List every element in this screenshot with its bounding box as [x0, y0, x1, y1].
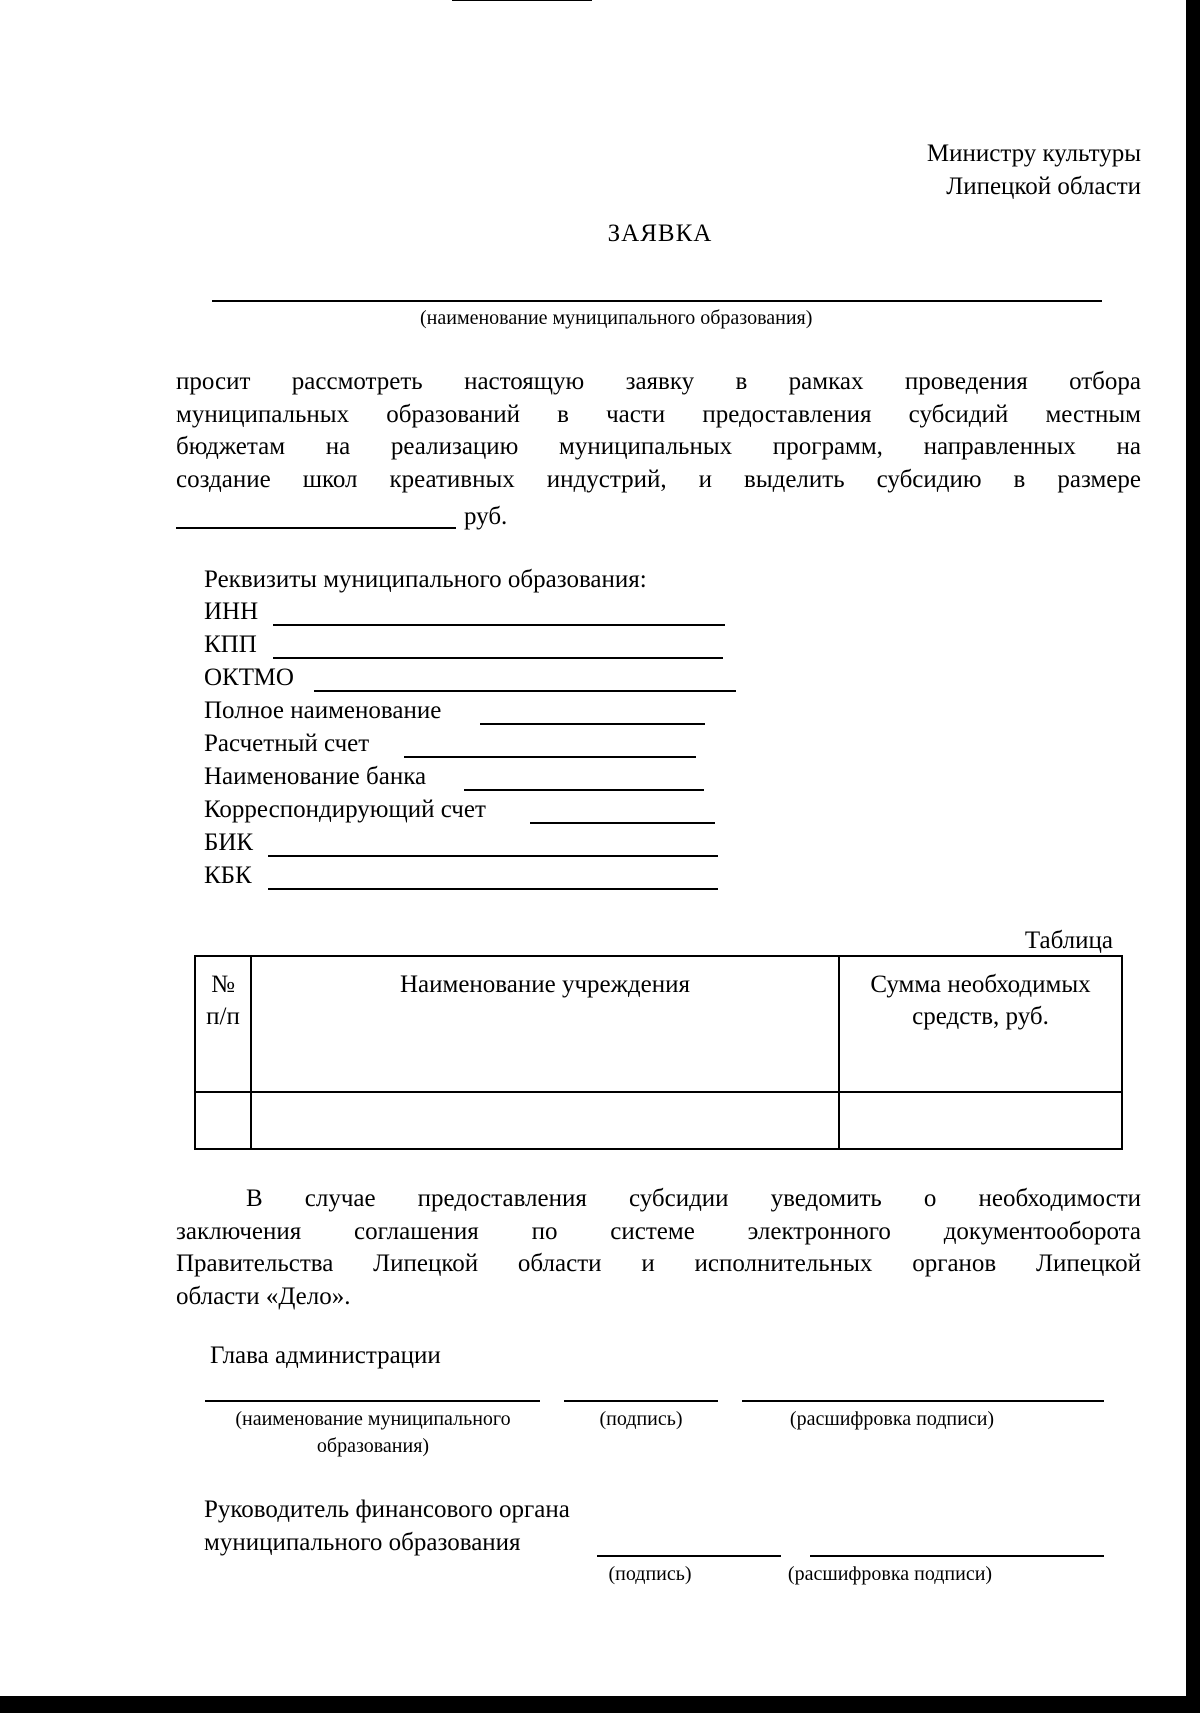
table-header-name-text: Наименование учреждения [399, 971, 690, 998]
request-line: создание школ креативных индустрий, и выделить субсидию в размере [176, 465, 1141, 493]
finance-decoding-caption: (расшифровка подписи) [787, 1563, 993, 1585]
requisite-line-oktmo [314, 690, 736, 692]
top-edge-mark [452, 0, 592, 1]
table-header-row [195, 956, 1122, 1092]
head-municipality-caption [190, 1406, 556, 1460]
head-municipality-caption-line-1: (наименование муниципального [235, 1408, 511, 1430]
request-paragraph [176, 366, 1141, 496]
notice-line: Правительства Липецкой области и исполнительных органов Липецкой [176, 1250, 1141, 1277]
table-cell-name [251, 1092, 839, 1149]
head-municipality-caption-line-2: образования) [316, 1435, 430, 1457]
currency-label: руб. [464, 503, 508, 530]
head-signature-line [564, 1400, 718, 1402]
requisite-label-bik: БИК [204, 829, 254, 856]
request-line: муниципальных образований в части предоставления субсидий местным [176, 400, 1141, 428]
requisite-line-inn [273, 624, 725, 626]
request-line: бюджетам на реализацию муниципальных программ, направленных на [176, 433, 1141, 460]
head-signature-caption: (подпись) [599, 1408, 683, 1430]
addressee-block [927, 137, 1141, 203]
head-municipality-line [205, 1400, 540, 1402]
requisite-label-bank: Наименование банка [204, 763, 427, 790]
notice-paragraph [176, 1183, 1141, 1313]
requisite-line-kpp [273, 657, 723, 659]
requisite-line-bik [268, 855, 718, 857]
subsidy-amount-line [176, 527, 456, 529]
addressee-line-1: Министру культуры [926, 140, 1141, 167]
table-label: Таблица [1024, 927, 1113, 954]
requisite-line-corr-account [530, 822, 715, 824]
table-header-sum-line-2: средств, руб. [912, 1003, 1049, 1030]
request-line: просит рассмотреть настоящую заявку в рамках проведения отбора [176, 368, 1141, 395]
document-title: ЗАЯВКА [607, 220, 713, 247]
table-header-name [251, 956, 839, 1092]
requisite-line-kbk [268, 888, 718, 890]
finance-title-line-1: Руководитель финансового органа [204, 1496, 570, 1523]
notice-line: В случае предоставления субсидии уведомить о необходимости [246, 1185, 1141, 1212]
finance-signature-line [597, 1555, 781, 1557]
requisite-line-full-name [480, 723, 705, 725]
requisite-line-account [404, 756, 696, 758]
addressee-line-2: Липецкой области [946, 173, 1141, 200]
institutions-table [194, 955, 1123, 1150]
notice-line: заключения соглашения по системе электронного документооборота [176, 1217, 1141, 1245]
requisite-label-account: Расчетный счет [204, 730, 370, 757]
requisite-label-inn: ИНН [204, 598, 259, 625]
requisite-label-corr-account: Корреспондирующий счет [204, 796, 486, 823]
requisite-line-bank [464, 789, 704, 791]
requisite-label-oktmo: ОКТМО [204, 664, 294, 691]
notice-line: области «Дело». [176, 1282, 351, 1310]
head-title: Глава администрации [210, 1342, 441, 1369]
table-header-number-line-2: п/п [206, 1003, 240, 1030]
municipality-name-caption: (наименование муниципального образования) [420, 307, 813, 329]
head-decoding-line [742, 1400, 1104, 1402]
requisite-label-kpp: КПП [204, 631, 257, 658]
requisite-label-kbk: КБК [204, 862, 252, 889]
table-header-sum [839, 956, 1122, 1092]
table-row [195, 1092, 1122, 1149]
requisites-heading: Реквизиты муниципального образования: [204, 566, 647, 593]
finance-decoding-line [810, 1555, 1104, 1557]
table-header-number-line-1: № [211, 971, 235, 998]
municipality-name-line [212, 300, 1102, 302]
table-cell-sum [839, 1092, 1122, 1149]
table-cell-number [195, 1092, 251, 1149]
requisite-label-full-name: Полное наименование [204, 697, 442, 724]
finance-title-line-2: муниципального образования [204, 1529, 521, 1556]
table-header-number [195, 956, 251, 1092]
table-header-sum-line-1: Сумма необходимых [870, 971, 1091, 998]
finance-signature-caption: (подпись) [608, 1563, 692, 1585]
head-decoding-caption: (расшифровка подписи) [789, 1408, 995, 1430]
